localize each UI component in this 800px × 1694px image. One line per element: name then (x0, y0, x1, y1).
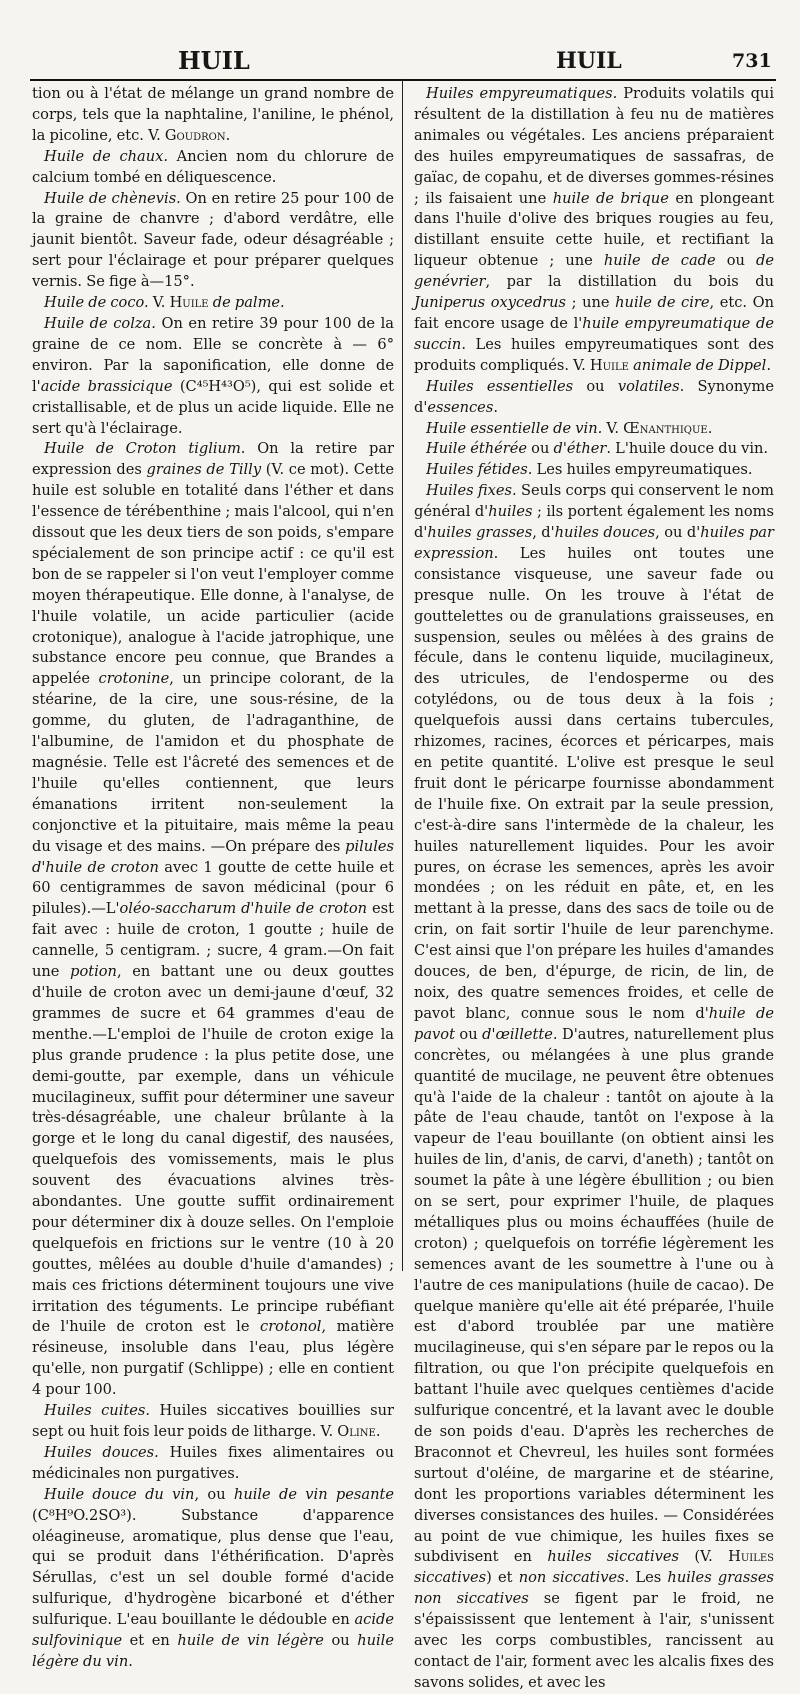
italic-term: Huiles douces. (44, 1443, 159, 1461)
entry-text: Produits volatils qui résultent de la distillation à feu nu de matières animales ou végétales. Les anciens préparaient des huiles empyreumatiques de sassafras, de gaïac, de copahu, et de diverses gommes-résines ; ils faisaient une (414, 85, 774, 207)
entry-paragraph (32, 1443, 394, 1485)
italic-term: Huiles empyreumatiques. (426, 85, 618, 102)
entry-text: . (766, 356, 771, 374)
entry-text: . D'autres, naturellement plus concrètes, ou mélangées à une plus grande quantité de mucilage, ne peuvent être obtenues qu'à l'aide de la chaleur : tantôt on ajoute à la pâte de l'eau chaude, tantôt on l'expose à la vapeur de l'eau bouillante (on obtient ainsi les huiles de lin, d'anis, de carvi, d'aneth) ; tantôt on soumet la pâte à une légère ébullition ; ou bien on se sert, pour exprimer l'huile, de plaques métalliques plus ou moins échauffées (huile de croton) ; quelquefois on torréfie légèrement les semences avant de les soumettre à l'une ou à l'autre de ces manipulations (huile de cacao). De quelque manière qu'elle ait été préparée, l'huile est d'abord troublée par une matière mucilagineuse, qui s'en sépare par le repos ou la filtration, ou que l'on précipite quelquefois en battant l'huile avec quelques centièmes d'acide sulfurique concentré, et la lavant avec le double de son poids d'eau. D'après les recherches de Braconnot et Chevreul, les huiles sont formées surtout d'oléine, de margarine et de stéarine, dont les proportions variables déterminent les diverses consistances des huiles. — Considérées au point de vue chimique, les huiles fixes se subdivisent en (414, 1025, 774, 1566)
italic-term: acide brassicique (40, 377, 173, 395)
italic-term: pilules d'huile de croton (32, 837, 394, 876)
header-rule (30, 79, 776, 81)
entry-text: , matière résineuse, insoluble dans l'eau, plus légère qu'elle, non purgatif (Schlippe) ; elle en contient 4 pour 100. (32, 1318, 394, 1399)
italic-term: huile de cire (615, 294, 710, 312)
entry-text: . (493, 398, 498, 416)
italic-term: crotonine (98, 670, 170, 688)
entry-text: . Les huiles empyreumatiques sont des produits compliqués. V. (414, 335, 774, 374)
italic-term: huiles grasses non siccatives (414, 1569, 774, 1608)
entry-paragraph (32, 293, 394, 314)
entry-paragraph (32, 147, 394, 189)
entry-text: . (128, 1652, 133, 1670)
cross-reference: Huile (169, 294, 209, 312)
entry-text: , etc. On fait encore usage de l' (414, 294, 774, 332)
entry-text: est fait avec : huile de croton, 1 goutte ; huile de cannelle, 5 centigram. ; sucre, 4 gram.—On fait une (32, 900, 394, 981)
cross-reference: Huile (589, 356, 629, 374)
entry-text: . (375, 1423, 381, 1440)
entry-paragraph (414, 377, 774, 419)
entry-text: ; ils portent également les noms d' (414, 503, 774, 542)
entry-text: ; une (566, 294, 616, 312)
entry-text: V. (602, 419, 624, 437)
italic-term: huiles (488, 503, 533, 521)
entry-paragraph (32, 84, 394, 147)
italic-term: oléo-saccharum d'huile de croton (119, 900, 368, 918)
entry-text: (C⁴⁵H⁴³O⁵), qui est solide et cristallisable, et de plus un acide liquide. Elle ne sert qu'à l'éclairage. (32, 377, 395, 437)
entry-text: . (225, 126, 231, 144)
italic-term: Huile éthérée (426, 440, 528, 458)
italic-term: huiles grasses (427, 524, 533, 542)
header-right-word: HUIL (556, 48, 622, 74)
entry-text: , ou d' (655, 524, 701, 542)
italic-term: Huile essentielle de vin. (426, 419, 603, 437)
entry-text: . L'huile douce du vin. (606, 440, 769, 458)
left-column (32, 84, 395, 1670)
italic-term: huile de pavot (414, 1004, 774, 1043)
entry-text: se figent par le froid, ne s'épaississent que lentement à l'air, s'unissent avec les corps combustibles, rancissent au contact de l'air, forment avec les alcalis fixes des savons solides, et avec les (414, 1590, 774, 1691)
entry-text: Huiles fixes alimentaires ou médicinales non purgatives. (32, 1443, 394, 1482)
italic-term: Huile de chaux. (44, 147, 168, 165)
entry-paragraph (414, 439, 774, 460)
italic-term: Huiles cuites. (44, 1402, 150, 1420)
entry-text: Seuls corps qui conservent le nom général d' (414, 482, 774, 521)
italic-term: huile de brique (552, 189, 669, 207)
entry-paragraph (32, 439, 394, 1401)
entry-text: , par la distillation du bois du (485, 273, 774, 291)
italic-term: Huile douce du vin (44, 1485, 195, 1503)
italic-term: acide sulfovinique (32, 1611, 394, 1650)
entry-text: ou (454, 1025, 483, 1043)
entry-text: On la retire par expression des (32, 440, 394, 479)
entry-text: Les huiles empyreumatiques. (532, 461, 753, 479)
italic-term: huile de cade (603, 252, 716, 270)
italic-term: Huiles essentielles (426, 377, 574, 395)
entry-text: tion ou à l'état de mélange un grand nombre de corps, tels que la naphtaline, l'aniline, le phénol, la picoline, etc. V. (32, 85, 394, 144)
italic-term: de palme. (212, 294, 285, 312)
entry-text: ) et (486, 1569, 519, 1587)
italic-term: siccatives (414, 1569, 487, 1587)
entry-text: avec 1 goutte de cette huile et 60 centigrammes de savon médicinal (pour 6 pilules).—L' (32, 858, 394, 918)
entry-text: ou (323, 1632, 358, 1650)
right-column (414, 84, 775, 1691)
italic-term: de genévrier (414, 252, 774, 291)
entry-text: . Synonyme d' (414, 377, 774, 416)
entry-text: ou (715, 252, 757, 270)
entry-paragraph (414, 460, 774, 481)
entry-text: On en retire 25 pour 100 de la graine de chanvre ; d'abord verdâtre, elle jaunit bientôt. Saveur fade, odeur désagréable ; sert pour l'éclairage et pour préparer quelques vernis. Se fige à—15°. (32, 189, 394, 291)
entry-text: (V. (679, 1548, 729, 1566)
entry-text: (V. ce mot). Cette huile est soluble en totalité dans l'éther et dans l'essence de térébenthine ; mais l'alcool, qui n'en dissout que les deux tiers de son poids, s'empare spécialement de son principe actif : ce qu'il est bon de se rappeler si l'on veut l'employer comme moyen thérapeutique. Elle donne, à l'analyse, de l'huile volatile, un acide particulier (acide crotonique), analogue à l'acide jatrophique, une substance encore peu connue, que Brandes a appelée (32, 461, 394, 688)
entry-text: Huiles siccatives bouillies sur sept ou huit fois leur poids de litharge. V. (32, 1402, 394, 1440)
cross-reference: Oline (337, 1423, 376, 1440)
entry-text: . (707, 419, 713, 437)
italic-term: Huiles fétides. (426, 461, 533, 479)
entry-paragraph (414, 481, 774, 1694)
italic-term: huile de vin pesante (233, 1485, 395, 1503)
entry-text: et en (122, 1632, 178, 1650)
italic-term: Huile de Croton tiglium. (44, 440, 246, 458)
italic-term: crotonol (260, 1318, 322, 1336)
page-number: 731 (732, 50, 772, 72)
entry-paragraph (32, 314, 394, 439)
header-left-word: HUIL (178, 46, 250, 75)
italic-term: huiles douces (554, 524, 656, 542)
italic-term: essences (427, 398, 494, 416)
entry-paragraph (414, 84, 774, 377)
entry-paragraph (32, 1485, 394, 1673)
italic-term: volatiles (617, 377, 680, 395)
entry-paragraph (32, 1401, 394, 1443)
entry-text: , en battant une ou deux gouttes d'huile de croton avec un demi-jaune d'œuf, 32 grammes de sucre et 64 grammes d'eau de menthe.—L'emploi de l'huile de croton exige la plus grande prudence : la plus petite dose, une demi-goutte, par exemple, dans un véhicule mucilagineux, suffit pour déterminer une saveur très-désagréable, une chaleur brûlante à la gorge et le long du canal digestif, des nausées, quelquefois des vomissements, mais le plus souvent des évacuations alvines très-abondantes. Une goutte suffit ordinairement pour déterminer dix à douze selles. On l'emploie quelquefois en frictions sur le ventre (10 à 20 gouttes, mêlées au double d'huile d'amandes) ; mais ces frictions déterminent toujours une vive irritation des téguments. Le principe rubéfiant de l'huile de croton est le (32, 963, 394, 1336)
entry-text: en plongeant dans l'huile d'olive des briques rougies au feu, distillant ensuite cette huile, et rectifiant la liqueur obtenue ; une (414, 189, 775, 270)
entry-paragraph (32, 189, 394, 294)
italic-term: Juniperus oxycedrus (414, 294, 567, 312)
entry-text: . Les huiles ont toutes une consistance visqueuse, une saveur fade ou presque nulle. On les trouve à l'état de gouttelettes ou de granulations graisseuses, en suspension, seules ou mêlées à des grains de fécule, dans le contenu liquide, mucilagineux, des utricules, de l'endosperme ou des cotylédons, ou de tous deux à la fois ; quelquefois aussi dans certains tubercules, rhizomes, racines, écorces et péricarpes, mais en petite quantité. L'olive est presque le seul fruit dont le péricarpe fournisse abondamment de l'huile fixe. On extrait par la seule pression, c'est-à-dire sans l'intermède de la chaleur, les huiles naturellement liquides. Pour les avoir pures, on écrase les semences, après les avoir mondées ; on les réduit en pâte, et, en les mettant à la presse, dans des sacs de toile ou de crin, on fait sortir l'huile de leur parenchyme. C'est ainsi que l'on prépare les huiles d'amandes douces, de ben, d'épurge, de ricin, de lin, de noix, des quatre semences froides, et celle de pavot blanc, connue sous le nom d' (414, 544, 774, 1022)
italic-term: Huiles fixes. (426, 482, 517, 500)
entry-text: Ancien nom du chlorure de calcium tombé en déliquescence. (32, 147, 394, 186)
entry-text: , d' (532, 524, 555, 542)
italic-term: potion (70, 963, 117, 981)
entry-text: , un principe colorant, de la stéarine, de la cire, une sous-résine, de la gomme, du gluten, de l'adraganthine, de l'albumine, de l'amidon et du phosphate de magnésie. Telle est l'âcreté des semences et de l'huile qu'elles contiennent, que leurs émanations irritent non-seulement la conjonctive et la pituitaire, mais même la peau du visage et des mains. —On prépare des (32, 670, 394, 855)
italic-term: Huile de chènevis. (44, 189, 181, 207)
italic-term: huile légère du vin (32, 1632, 394, 1670)
italic-term: Huile de coco. (44, 294, 149, 312)
entry-text: ou (527, 440, 554, 458)
entry-text: . Les (624, 1569, 668, 1587)
entry-text: ou (573, 377, 618, 395)
italic-term: animale de Dippel (633, 356, 767, 374)
italic-term: huiles par expression (414, 524, 774, 562)
italic-term: huile empyreumatique de succin (414, 314, 774, 353)
entry-text: (C⁸H⁹O.2SO³). Substance d'apparence oléagineuse, aromatique, plus dense que l'eau, qui se produit dans l'éthérification. D'après Sérullas, c'est un sel double formé d'acide sulfurique, d'hydrogène bicarboné et d'éther sulfurique. L'eau bouillante le dédouble en (32, 1506, 394, 1629)
entry-text: , ou (194, 1485, 234, 1503)
italic-term: graines de Tilly (146, 461, 262, 479)
cross-reference: Huiles (728, 1548, 774, 1566)
italic-term: huile de vin légère (177, 1632, 324, 1650)
running-header (0, 40, 800, 80)
cross-reference: Œnanthique (623, 419, 708, 437)
italic-term: non siccatives (518, 1569, 625, 1587)
entry-text: On en retire 39 pour 100 de la graine de ce nom. Elle se concrète à — 6° environ. Par la saponification, elle donne de l' (32, 314, 394, 395)
entry-text: V. (148, 294, 170, 312)
italic-term: d'œillette (482, 1025, 553, 1043)
italic-term: d'éther (553, 440, 607, 458)
column-divider (402, 79, 403, 1271)
italic-term: Huile de colza. (44, 314, 156, 332)
cross-reference: Goudron (164, 126, 226, 144)
italic-term: huiles siccatives (547, 1548, 680, 1566)
entry-paragraph (414, 419, 774, 440)
